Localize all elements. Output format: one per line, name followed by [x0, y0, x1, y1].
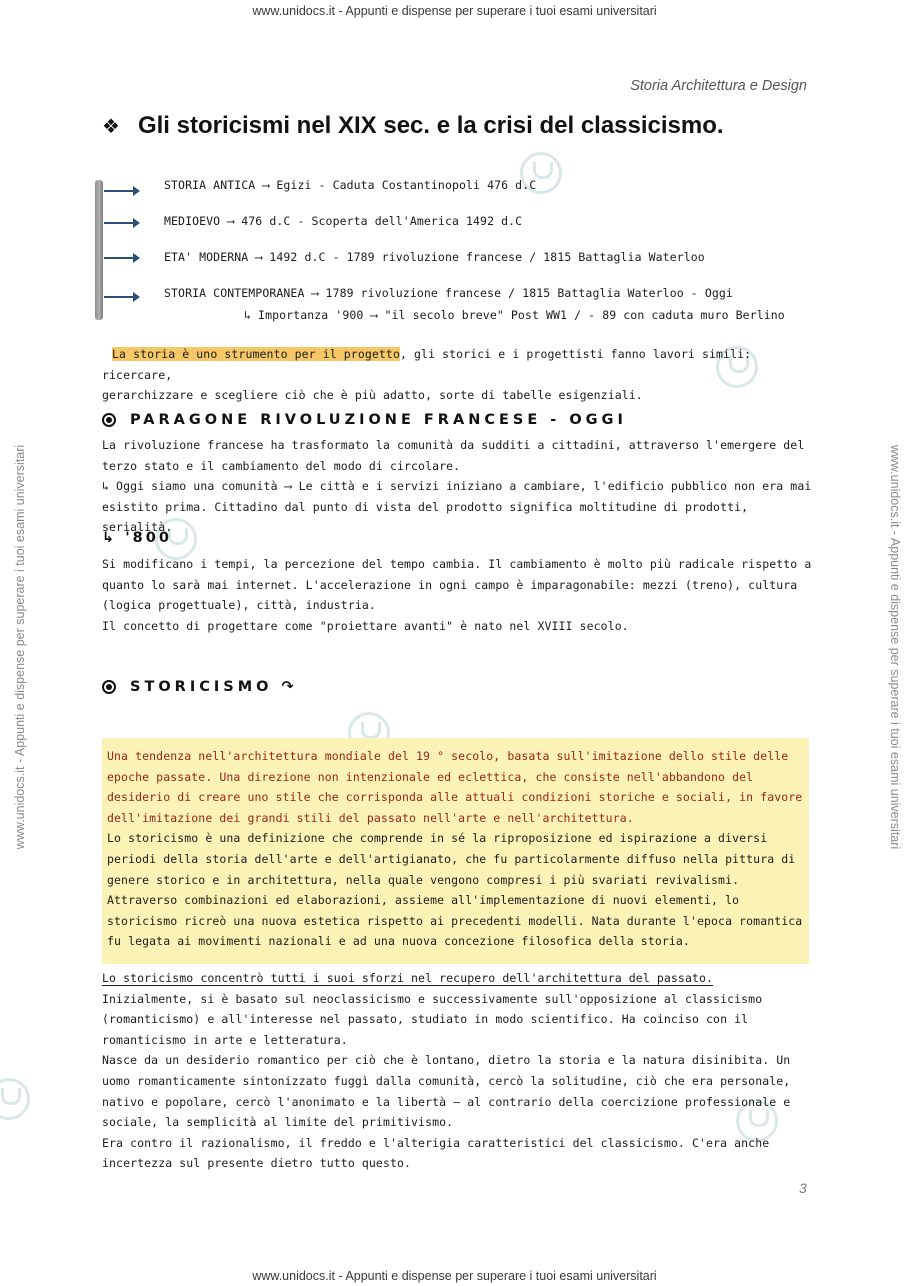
definition-text: Lo storicismo è una definizione che comprende in sé la riproposizione ed ispirazione a diversi periodi della storia dell'arte e dell'artigianato, che fu particolarmente diffuso nella pittura di genere storico e in architettura, nella quale vengono compresi i più svariati revivalismi. Attraverso combinazioni ed elaborazioni, assieme all'implementazione di nuovi elementi, lo storicismo ricreò una nuova estetica rispetto ai precedenti modelli. Nata durante l'epoca romantica fu legata ai movimenti nazionali e ad una nuova concezione filosofica della storia.: [107, 831, 803, 949]
section-heading-text: STORICISMO ↷: [130, 679, 298, 695]
storicismo-text: Nasce da un desiderio romantico per ciò che è lontano, dietro la storia e la natura disinibita. Un uomo romanticamente sintonizzato fuggì dalla comunità, cercò la solitudine, ciò che era personale, nativo e popolare, cercò l'anonimato e la libertà — al contrario della coercizione professionale e sociale, la semplicità al limite del primitivismo.: [102, 1053, 791, 1130]
definition-red-text: Una tendenza nell'architettura mondiale del 19 ° secolo, basata sull'imitazione dello stile delle epoche passate. Una direzione non intenzionale ed eclettica, che consiste nell'abbandono del desiderio di creare uno stile che corrisponda alle attuali condizioni storiche e sociali, in favore dell'imitazione dei grandi stili del passato nell'arte e nell'architettura.: [107, 749, 803, 825]
arrow-right-icon: [104, 190, 138, 192]
storicismo-paragraph: [102, 968, 812, 1174]
section800-paragraph: Il concetto di progettare come "proiettare avanti" è nato nel XVIII secolo.: [102, 619, 629, 633]
watermark-logo-icon: [0, 1078, 30, 1120]
section1-paragraph: ↳ Oggi siamo una comunità ⟶ Le città e i servizi iniziano a cambiare, l'edificio pubblico non era mai esistito prima. Cittadino dal punto di vista del prodotto significa moltitudine di prodotti, serialità.: [102, 479, 812, 535]
timeline-item: STORIA ANTICA ⟶ Egizi - Caduta Costantinopoli 476 d.C: [164, 178, 537, 192]
storicismo-lead: Lo storicismo concentrò tutti i suoi sforzi nel recupero dell'architettura del passato.: [102, 971, 714, 985]
arrow-right-icon: [104, 296, 138, 298]
timeline-item: ETA' MODERNA ⟶ 1492 d.C - 1789 rivoluzione francese / 1815 Battaglia Waterloo: [164, 250, 705, 264]
timeline-item: STORIA CONTEMPORANEA ⟶ 1789 rivoluzione francese / 1815 Battaglia Waterloo - Oggi: [164, 286, 733, 300]
timeline-note: ↳ Importanza '900 ⟶ "il secolo breve" Post WW1 / - 89 con caduta muro Berlino: [244, 308, 785, 322]
section1-paragraph: La rivoluzione francese ha trasformato la comunità da sudditi a cittadini, attraverso l'emergere del terzo stato e il cambiamento del modo di circolare.: [102, 438, 805, 473]
diamond-bullet-icon: ❖: [102, 114, 120, 138]
section800-paragraph: Si modificano i tempi, la percezione del tempo cambia. Il cambiamento è molto più radicale rispetto a quanto lo sarà mai internet. L'accelerazione in ogni campo è imparagonabile: mezzi (treno), cultura (logica progettuale), città, industria.: [102, 557, 812, 613]
circle-bullet-icon: [102, 680, 116, 694]
definition-box: [102, 738, 809, 964]
section-heading: [102, 412, 627, 428]
intro-text: gerarchizzare e scegliere ciò che è più adatto, sorte di tabelle esigenziali.: [102, 388, 643, 403]
page-title: Gli storicismi nel XIX sec. e la crisi del classicismo.: [137, 112, 724, 139]
watermark-top: www.unidocs.it - Appunti e dispense per superare i tuoi esami universitari: [252, 4, 657, 18]
arrow-right-icon: [104, 222, 138, 224]
watermark-bottom: www.unidocs.it - Appunti e dispense per superare i tuoi esami universitari: [252, 1269, 657, 1283]
highlighted-phrase: La storia è uno strumento per il progetto: [112, 347, 400, 361]
course-header: Storia Architettura e Design: [630, 78, 807, 94]
subsection-heading: ↳ '800: [102, 530, 172, 546]
page-number: 3: [799, 1180, 807, 1196]
section-heading: [102, 679, 298, 695]
storicismo-text: Era contro il razionalismo, il freddo e l'alterigia caratteristici del classicismo. C'era anche incertezza sul presente dietro tutto questo.: [102, 1135, 770, 1171]
intro-paragraph: [102, 344, 812, 406]
arrow-right-icon: [104, 257, 138, 259]
title-row: [102, 112, 724, 140]
watermark-left: www.unidocs.it - Appunti e dispense per superare i tuoi esami universitari: [13, 444, 27, 850]
circle-bullet-icon: [102, 413, 116, 427]
storicismo-text: Inizialmente, si è basato sul neoclassicismo e successivamente sull'opposizione al classicismo (romanticismo) e all'interesse nel passato, studiato in modo scientifico. Ha coinciso con il romanticismo in arte e letteratura.: [102, 991, 763, 1047]
timeline-item: MEDIOEVO ⟶ 476 d.C - Scoperta dell'America 1492 d.C: [164, 214, 523, 228]
section-heading-text: PARAGONE RIVOLUZIONE FRANCESE - OGGI: [130, 412, 627, 428]
intro-text: , gli storici e i progettisti fanno lavori simili: ricercare,: [102, 347, 752, 382]
watermark-right: www.unidocs.it - Appunti e dispense per superare i tuoi esami universitari: [888, 444, 902, 850]
timeline-bar: [95, 180, 103, 320]
